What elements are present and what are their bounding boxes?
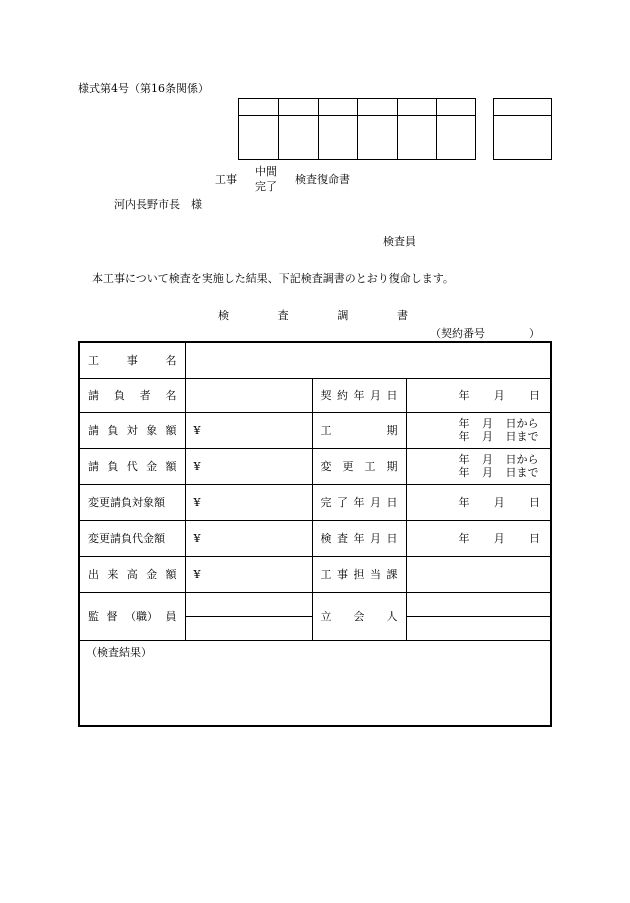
title-option-complete: 完了 [255, 180, 277, 193]
label-result: （検査結果） [86, 645, 152, 659]
contract-date-field[interactable]: 年 月 日 [406, 378, 551, 412]
form-number: 様式第4号（第16条関係） [78, 82, 209, 95]
table-row [79, 520, 551, 556]
contractor-field[interactable] [185, 378, 312, 412]
label-contract-amount: 請 負 代 金 額 [79, 448, 185, 484]
label-witness: 立 会 人 [312, 592, 406, 640]
table-row [79, 592, 551, 640]
table-row [79, 640, 551, 726]
inspection-table [78, 341, 552, 727]
table-row [79, 342, 551, 378]
title-prefix: 工事 [215, 173, 237, 186]
table-row [79, 448, 551, 484]
section-title-char: 書 [396, 309, 408, 322]
label-period: 工 期 [312, 412, 406, 448]
title-suffix: 検査復命書 [295, 173, 350, 186]
target-amount-field[interactable]: ¥ [185, 412, 312, 448]
project-name-field[interactable] [185, 342, 551, 378]
inspector-label: 検査員 [383, 235, 416, 248]
witness-field[interactable] [406, 592, 551, 640]
completion-date-field[interactable]: 年 月 日 [406, 484, 551, 520]
section-title-char: 検 [218, 309, 229, 322]
label-contractor: 請 負 者 名 [79, 378, 185, 412]
table-row [79, 556, 551, 592]
table-row [79, 484, 551, 520]
label-supervisor: 監 督 （職） 員 [79, 592, 185, 640]
section-title-char: 査 [277, 309, 289, 322]
label-change-period: 変 更 工 期 [312, 448, 406, 484]
label-target-amount: 請 負 対 象 額 [79, 412, 185, 448]
period-field[interactable]: 年 月 日から 年 月 日まで [406, 412, 551, 448]
completed-amount-field[interactable]: ¥ [185, 556, 312, 592]
supervisor-field[interactable] [185, 592, 312, 640]
inspection-result-field[interactable] [79, 640, 551, 726]
approval-stamp-grid [238, 98, 476, 160]
title-option-interim: 中間 [255, 165, 277, 178]
changed-target-amount-field[interactable]: ¥ [185, 484, 312, 520]
label-changed-target-amount: 変更請負対象額 [79, 484, 185, 520]
inspection-date-field[interactable]: 年 月 日 [406, 520, 551, 556]
contract-amount-field[interactable]: ¥ [185, 448, 312, 484]
addressee: 河内長野市長 様 [114, 198, 202, 211]
table-row [79, 378, 551, 412]
label-contract-date: 契 約 年 月 日 [312, 378, 406, 412]
receipt-stamp-box [493, 98, 552, 160]
table-row [79, 412, 551, 448]
label-completed-amount: 出 来 高 金 額 [79, 556, 185, 592]
change-period-field[interactable]: 年 月 日から 年 月 日まで [406, 448, 551, 484]
changed-contract-amount-field[interactable]: ¥ [185, 520, 312, 556]
label-changed-contract-amount: 変更請負代金額 [79, 520, 185, 556]
section-title-char: 調 [337, 309, 349, 322]
section-title [218, 307, 408, 323]
label-completion-date: 完 了 年 月 日 [312, 484, 406, 520]
department-field[interactable] [406, 556, 551, 592]
contract-number-label: （契約番号 ） [430, 327, 540, 340]
label-project-name: 工 事 名 [79, 342, 185, 378]
label-inspection-date: 検 査 年 月 日 [312, 520, 406, 556]
label-department: 工 事 担 当 課 [312, 556, 406, 592]
intro-text: 本工事について検査を実施した結果、下記検査調書のとおり復命します。 [92, 272, 454, 285]
